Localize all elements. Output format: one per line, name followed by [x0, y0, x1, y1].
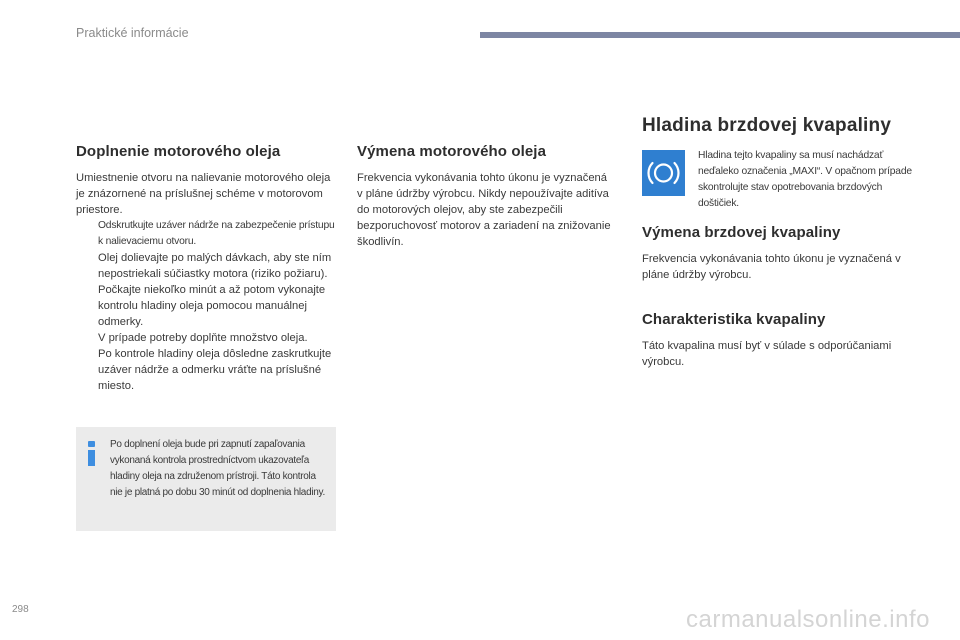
oil-change-heading: Výmena motorového oleja: [357, 143, 547, 160]
brake-fluid-replace-text: Frekvencia vykonávania tohto úkonu je vyznačená v pláne údržby výrobcu.: [642, 253, 901, 281]
oil-change-text: Frekvencia vykonávania tohto úkonu je vyznačená v pláne údržby výrobcu. Nikdy nepoužívajte aditíva do motorových olejov, aby ste zabezpečili bezporuchovosť motorov a zariadení na znižovanie škodlivín.: [357, 172, 611, 248]
oil-refill-section: [76, 143, 340, 394]
watermark: carmanualsonline.info: [686, 606, 930, 633]
brake-fluid-replace-heading: Výmena brzdovej kvapaliny: [642, 224, 841, 241]
page-number: 298: [12, 604, 29, 615]
oil-change-section: [357, 143, 612, 250]
oil-refill-intro: Umiestnenie otvoru na nalievanie motorového oleja je znázornené na príslušnej schéme v motorovom priestore.: [76, 172, 331, 216]
oil-refill-heading: Doplnenie motorového oleja: [76, 143, 281, 160]
header-bar: [480, 32, 960, 38]
list-item: Po kontrole hladiny oleja dôsledne zaskrutkujte uzáver nádrže a odmerku vráťte na príslušné miesto.: [98, 348, 332, 392]
brake-fluid-level-row: [642, 148, 922, 212]
brake-fluid-level-text: Hladina tejto kvapaliny sa musí nachádzať neďaleko označenia „MAXI“. V opačnom prípade skontrolujte stav opotrebovania brzdových doštičiek.: [698, 150, 912, 209]
brake-fluid-section: [642, 115, 922, 370]
info-note-text: Po doplnení oleja bude pri zapnutí zapaľovania vykonaná kontrola prostredníctvom ukazovateľa hladiny oleja na združenom prístroji. Táto kontrola nie je platná po dobu 30 minút od doplnenia hladiny.: [110, 439, 325, 498]
list-item: Olej dolievajte po malých dávkach, aby ste ním nepostriekali súčiastky motora (riziko požiaru).: [98, 252, 332, 280]
list-item: V prípade potreby doplňte množstvo oleja.: [98, 332, 308, 344]
brake-warning-icon: [642, 150, 685, 196]
info-note-box: [76, 427, 336, 531]
oil-refill-steps: [76, 218, 340, 394]
page-header-title: Praktické informácie: [76, 26, 189, 40]
list-item: Odskrutkujte uzáver nádrže na zabezpečenie prístupu k nalievaciemu otvoru.: [98, 220, 335, 247]
fluid-spec-heading: Charakteristika kvapaliny: [642, 311, 826, 328]
fluid-spec-text: Táto kvapalina musí byť v súlade s odporúčaniami výrobcu.: [642, 340, 892, 368]
list-item: Počkajte niekoľko minút a až potom vykonajte kontrolu hladiny oleja pomocou manuálnej odmerky.: [98, 284, 326, 328]
info-icon: [88, 441, 96, 465]
brake-fluid-heading: Hladina brzdovej kvapaliny: [642, 115, 892, 136]
